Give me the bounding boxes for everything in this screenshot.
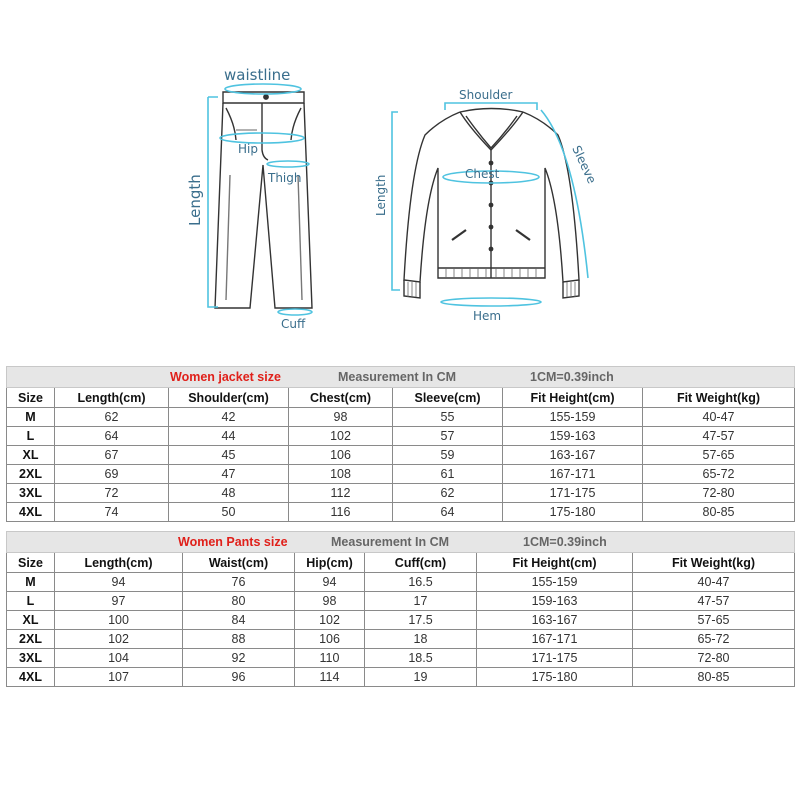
size-cell: M <box>7 573 55 592</box>
table-cell: 102 <box>289 427 393 446</box>
table-cell: 106 <box>289 446 393 465</box>
table-cell: 106 <box>295 630 365 649</box>
jacket-size-table <box>6 366 795 522</box>
table-cell: 80-85 <box>643 503 795 522</box>
size-diagrams <box>0 0 800 345</box>
pants-table-header-row <box>7 553 795 573</box>
size-cell: M <box>7 408 55 427</box>
table-cell: 98 <box>295 592 365 611</box>
size-cell: XL <box>7 611 55 630</box>
column-header: Shoulder(cm) <box>169 388 289 408</box>
table-cell: 40-47 <box>643 408 795 427</box>
pants-table-title: Women Pants size <box>178 535 288 549</box>
pants-cuff-label: Cuff <box>281 317 306 331</box>
table-cell: 171-175 <box>503 484 643 503</box>
jacket-sleeve-label: Sleeve <box>569 143 599 186</box>
column-header: Size <box>7 388 55 408</box>
column-header: Size <box>7 553 55 573</box>
size-cell: 2XL <box>7 630 55 649</box>
table-row <box>7 446 795 465</box>
size-cell: 4XL <box>7 503 55 522</box>
column-header: Sleeve(cm) <box>393 388 503 408</box>
table-cell: 72-80 <box>633 649 795 668</box>
sleeve-mark <box>541 110 588 278</box>
table-cell: 47-57 <box>633 592 795 611</box>
table-cell: 76 <box>183 573 295 592</box>
table-cell: 175-180 <box>477 668 633 687</box>
pants-size-table <box>6 531 795 687</box>
table-cell: 167-171 <box>503 465 643 484</box>
table-cell: 80 <box>183 592 295 611</box>
table-cell: 175-180 <box>503 503 643 522</box>
table-cell: 155-159 <box>477 573 633 592</box>
size-cell: 3XL <box>7 484 55 503</box>
size-cell: 3XL <box>7 649 55 668</box>
size-cell: XL <box>7 446 55 465</box>
table-cell: 80-85 <box>633 668 795 687</box>
pants-thigh-label: Thigh <box>268 171 302 185</box>
table-row <box>7 668 795 687</box>
table-row <box>7 408 795 427</box>
table-cell: 69 <box>55 465 169 484</box>
table-cell: 102 <box>55 630 183 649</box>
garment-diagram-svg <box>0 0 800 345</box>
column-header: Waist(cm) <box>183 553 295 573</box>
table-cell: 92 <box>183 649 295 668</box>
table-cell: 16.5 <box>365 573 477 592</box>
table-cell: 155-159 <box>503 408 643 427</box>
table-cell: 18.5 <box>365 649 477 668</box>
table-cell: 57-65 <box>633 611 795 630</box>
table-cell: 88 <box>183 630 295 649</box>
table-cell: 159-163 <box>503 427 643 446</box>
pants-table-conversion: 1CM=0.39inch <box>523 535 607 549</box>
jacket-table-title-row <box>7 367 795 388</box>
table-row <box>7 503 795 522</box>
table-cell: 47 <box>169 465 289 484</box>
table-cell: 19 <box>365 668 477 687</box>
table-cell: 107 <box>55 668 183 687</box>
table-row <box>7 427 795 446</box>
table-row <box>7 592 795 611</box>
column-header: Fit Weight(kg) <box>633 553 795 573</box>
table-cell: 42 <box>169 408 289 427</box>
jacket-table-header-row <box>7 388 795 408</box>
hem-mark <box>441 298 541 306</box>
table-cell: 159-163 <box>477 592 633 611</box>
column-header: Chest(cm) <box>289 388 393 408</box>
table-cell: 45 <box>169 446 289 465</box>
size-cell: L <box>7 427 55 446</box>
table-cell: 171-175 <box>477 649 633 668</box>
column-header: Fit Height(cm) <box>477 553 633 573</box>
size-cell: 4XL <box>7 668 55 687</box>
jacket-length-mark <box>392 112 400 290</box>
thigh-mark <box>267 161 309 167</box>
table-cell: 64 <box>55 427 169 446</box>
table-cell: 108 <box>289 465 393 484</box>
jacket-table-title: Women jacket size <box>170 370 281 384</box>
pants-hip-label: Hip <box>238 142 258 156</box>
table-row <box>7 649 795 668</box>
column-header: Fit Height(cm) <box>503 388 643 408</box>
table-cell: 62 <box>393 484 503 503</box>
table-row <box>7 465 795 484</box>
table-cell: 104 <box>55 649 183 668</box>
column-header: Fit Weight(kg) <box>643 388 795 408</box>
table-row <box>7 484 795 503</box>
table-row <box>7 630 795 649</box>
table-cell: 64 <box>393 503 503 522</box>
jacket-length-label: Length <box>374 174 388 216</box>
table-cell: 17 <box>365 592 477 611</box>
size-cell: L <box>7 592 55 611</box>
table-row <box>7 573 795 592</box>
table-cell: 48 <box>169 484 289 503</box>
table-cell: 67 <box>55 446 169 465</box>
column-header: Cuff(cm) <box>365 553 477 573</box>
table-cell: 72-80 <box>643 484 795 503</box>
table-cell: 100 <box>55 611 183 630</box>
table-cell: 65-72 <box>633 630 795 649</box>
table-cell: 55 <box>393 408 503 427</box>
table-cell: 94 <box>295 573 365 592</box>
table-row <box>7 611 795 630</box>
cuff-mark <box>278 309 312 315</box>
jacket-table-measurement: Measurement In CM <box>338 370 457 384</box>
table-cell: 44 <box>169 427 289 446</box>
table-cell: 61 <box>393 465 503 484</box>
column-header: Length(cm) <box>55 553 183 573</box>
table-cell: 116 <box>289 503 393 522</box>
pants-length-label: Length <box>186 174 204 226</box>
table-cell: 94 <box>55 573 183 592</box>
column-header: Length(cm) <box>55 388 169 408</box>
table-cell: 57 <box>393 427 503 446</box>
table-cell: 167-171 <box>477 630 633 649</box>
jacket-hem-label: Hem <box>473 309 502 323</box>
table-cell: 65-72 <box>643 465 795 484</box>
table-cell: 62 <box>55 408 169 427</box>
table-cell: 72 <box>55 484 169 503</box>
table-cell: 57-65 <box>643 446 795 465</box>
table-cell: 18 <box>365 630 477 649</box>
table-cell: 84 <box>183 611 295 630</box>
table-cell: 96 <box>183 668 295 687</box>
table-cell: 50 <box>169 503 289 522</box>
table-cell: 112 <box>289 484 393 503</box>
table-cell: 114 <box>295 668 365 687</box>
size-cell: 2XL <box>7 465 55 484</box>
pants-illustration <box>215 92 312 308</box>
column-header: Hip(cm) <box>295 553 365 573</box>
jacket-shoulder-label: Shoulder <box>459 88 513 102</box>
table-cell: 40-47 <box>633 573 795 592</box>
jacket-table-conversion: 1CM=0.39inch <box>530 370 614 384</box>
jacket-chest-label: Chest <box>465 167 500 181</box>
table-cell: 163-167 <box>477 611 633 630</box>
table-cell: 47-57 <box>643 427 795 446</box>
pants-waistline-label: waistline <box>224 66 291 84</box>
pants-table-measurement: Measurement In CM <box>331 535 450 549</box>
table-cell: 74 <box>55 503 169 522</box>
table-cell: 102 <box>295 611 365 630</box>
pants-table-title-row <box>7 532 795 553</box>
table-cell: 110 <box>295 649 365 668</box>
table-cell: 98 <box>289 408 393 427</box>
table-cell: 59 <box>393 446 503 465</box>
table-cell: 163-167 <box>503 446 643 465</box>
table-cell: 17.5 <box>365 611 477 630</box>
table-cell: 97 <box>55 592 183 611</box>
